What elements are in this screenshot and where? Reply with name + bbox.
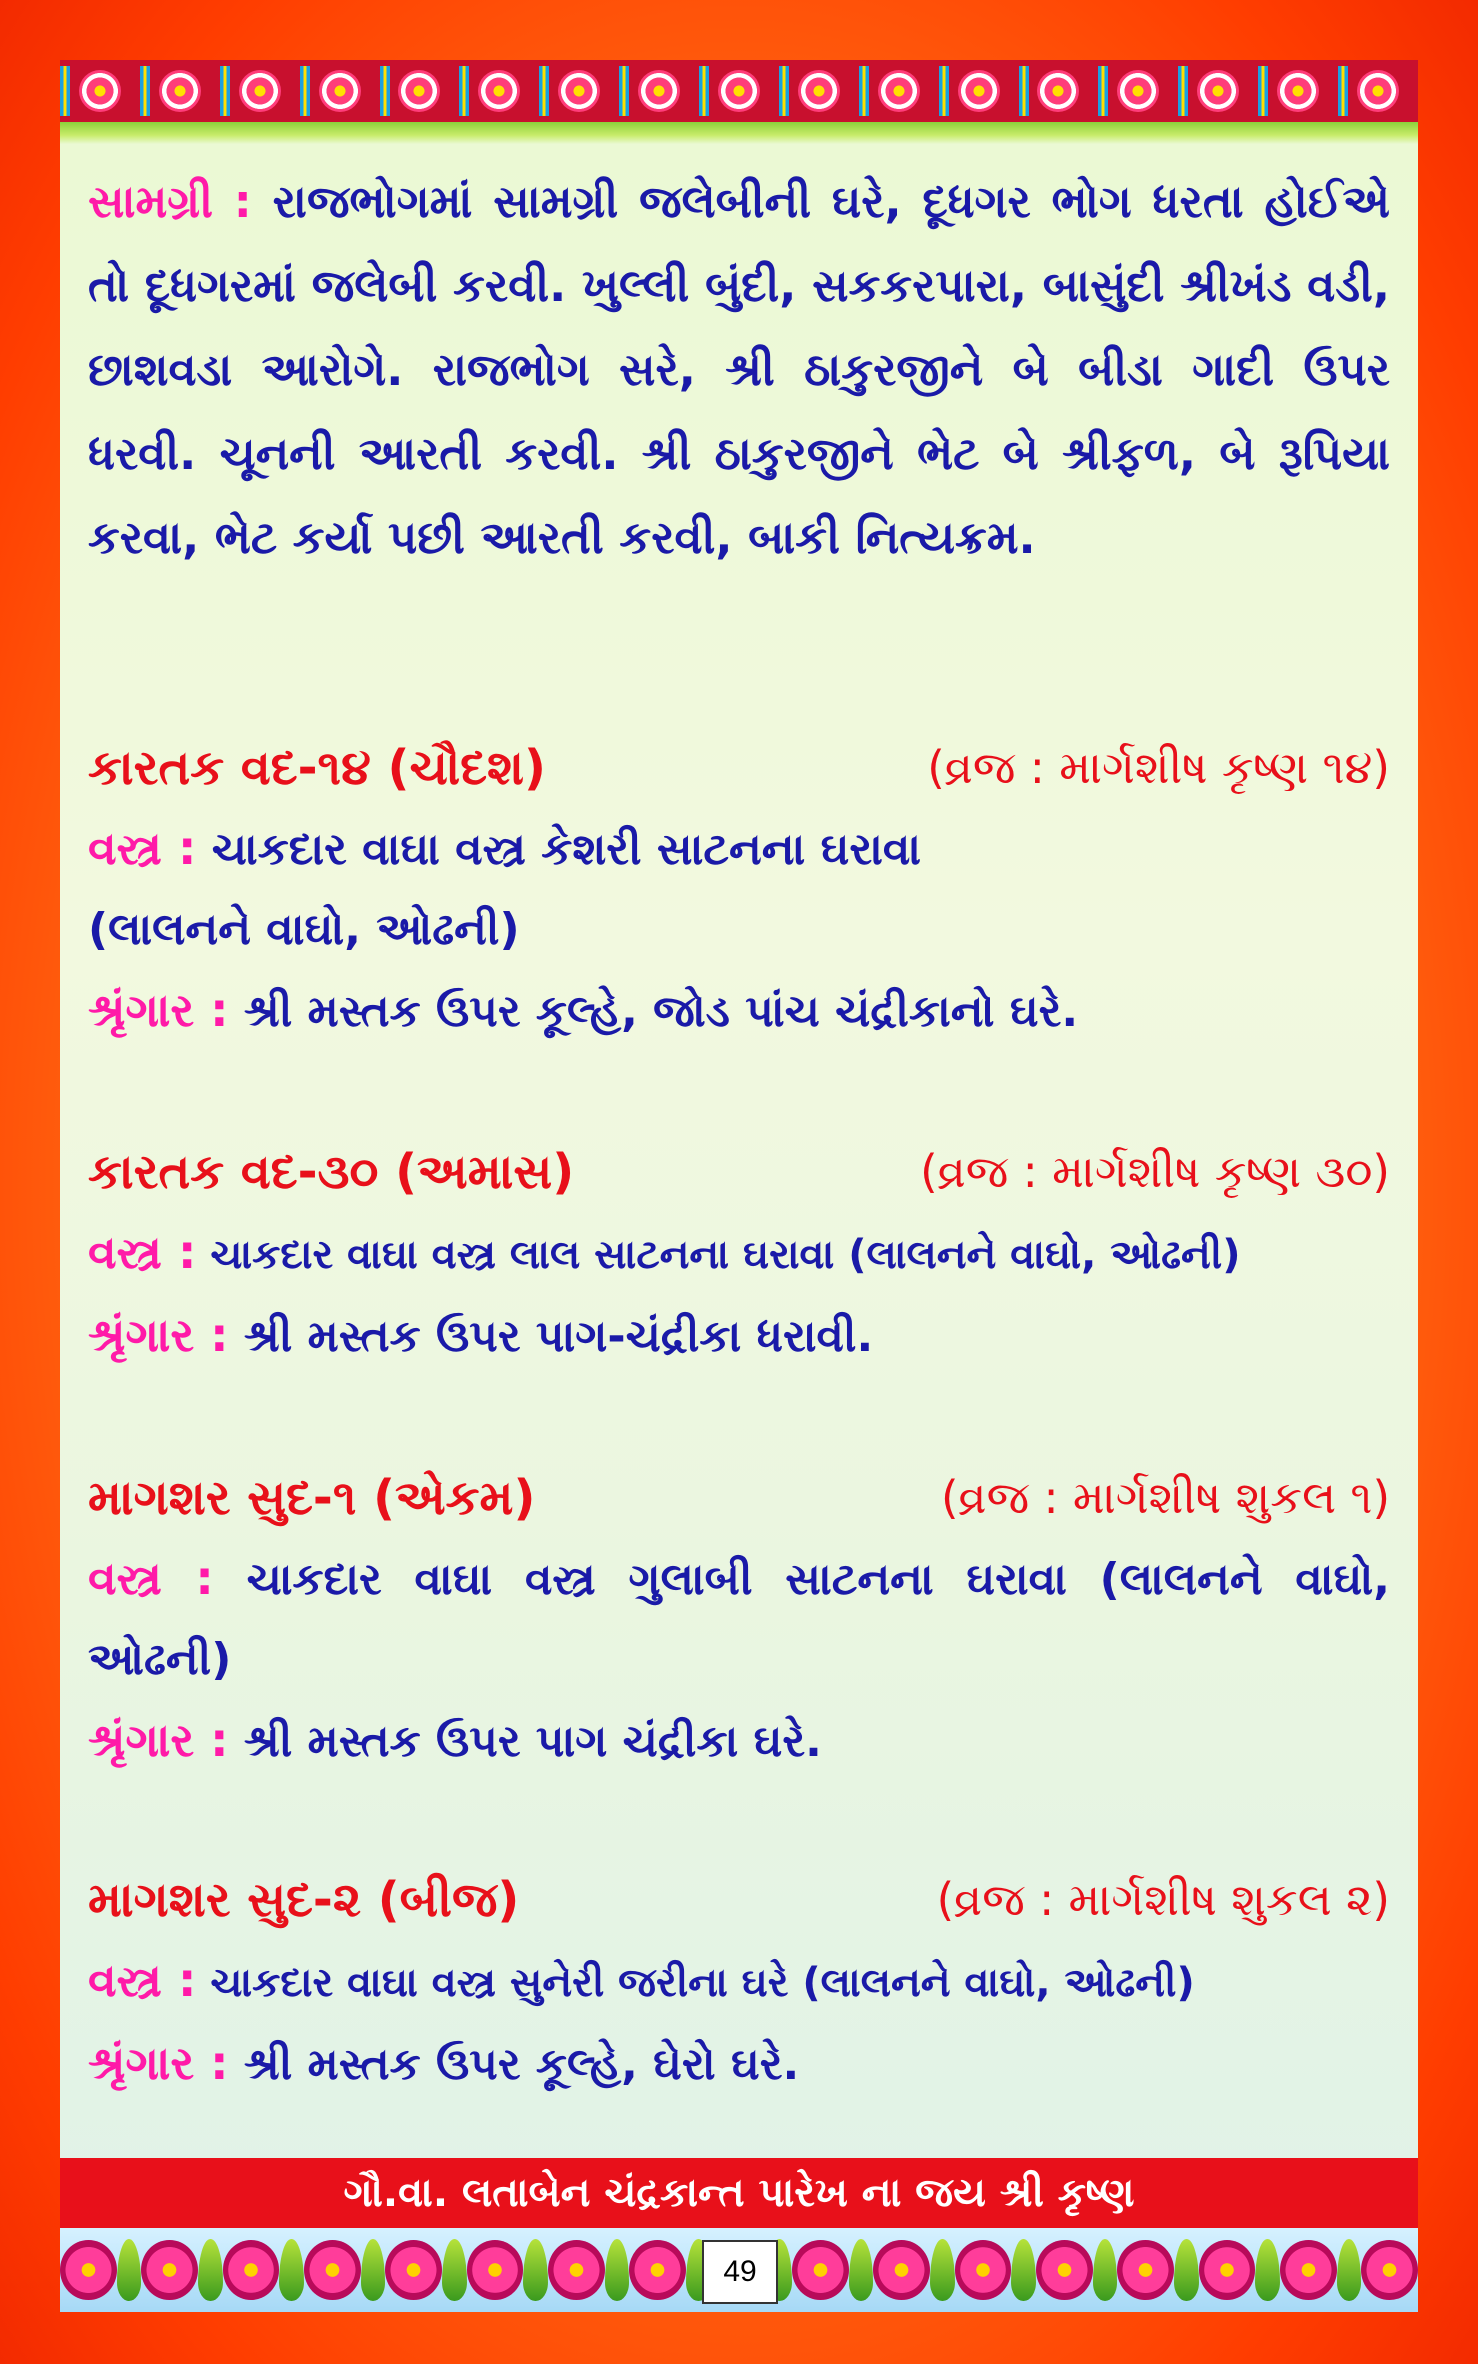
shringar-line (88, 1295, 1390, 1377)
flower-icon (141, 2240, 198, 2300)
shringar-text: શ્રી મસ્તક ઉપર કૂલ્હે, જોડ પાંચ ચંદ્રીકાનો ઘરે. (228, 986, 1079, 1037)
vastra-label: વસ્ત્ર : (88, 821, 197, 875)
leaf-icon (1337, 2239, 1362, 2301)
vastra-text: ચાકદાર વાઘા વસ્ત્ર ગુલાબી સાટનના ઘરાવા (લાલનને વાઘો, ઓઢની) (88, 1554, 1390, 1685)
section-brij: (વ્રજ : માર્ગશીષ કૃષ્ણ ૧૪) (927, 741, 1390, 794)
vastra-text: ચાકદાર વાઘા વસ્ત્ર સુનેરી જરીના ઘરે (લાલનને વાઘો, ઓઢની) (196, 1960, 1195, 2006)
shringar-text: શ્રી મસ્તક ઉપર પાગ ચંદ્રીકા ઘરે. (228, 1716, 822, 1767)
flower-icon (792, 2240, 849, 2300)
section-brij: (વ્રજ : માર્ગશીષ શુકલ ૨) (936, 1873, 1390, 1926)
leaf-icon (361, 2239, 386, 2301)
section-title: માગશર સુદ-૨ (બીજ) (88, 1871, 520, 1928)
leaf-icon (198, 2239, 223, 2301)
section-heading (88, 1860, 1390, 1940)
leaf-icon (523, 2239, 548, 2301)
flower-icon (223, 2240, 280, 2300)
flower-icon (1019, 60, 1099, 122)
vastra-line-2: (લાલનને વાઘો, ઓઢની) (88, 904, 520, 955)
leaf-icon (1093, 2239, 1118, 2301)
vastra-label: વસ્ત્ર : (88, 1551, 214, 1605)
section-kartak-vad-14 (88, 728, 1390, 1052)
flower-icon (939, 60, 1019, 122)
flower-icon (1117, 2240, 1174, 2300)
section-title: માગશર સુદ-૧ (એકમ) (88, 1469, 536, 1526)
flower-icon (873, 2240, 930, 2300)
shringar-text: શ્રી મસ્તક ઉપર પાગ-ચંદ્રીકા ધરાવી. (228, 1311, 874, 1362)
page-panel (60, 60, 1418, 2242)
flower-icon (1338, 60, 1418, 122)
flower-icon (548, 2240, 605, 2300)
flower-icon (467, 2240, 524, 2300)
samagri-label: સામગ્રી : (88, 175, 252, 228)
leaf-icon (1011, 2239, 1036, 2301)
flower-icon (380, 60, 460, 122)
leaf-icon (849, 2239, 874, 2301)
vastra-label: વસ્ત્ર : (88, 1225, 197, 1279)
shringar-label: શ્રૃંગાર : (88, 2036, 229, 2090)
shringar-line (88, 1700, 1390, 1782)
top-flower-border (60, 60, 1418, 122)
vastra-line (88, 1212, 1390, 1295)
flower-icon (1280, 2240, 1337, 2300)
flower-icon (220, 60, 300, 122)
leaf-icon (279, 2239, 304, 2301)
flower-icon (385, 2240, 442, 2300)
leaf-icon (1174, 2239, 1199, 2301)
flower-icon (779, 60, 859, 122)
leaf-icon (930, 2239, 955, 2301)
section-title: કારતક વદ-૩૦ (અમાસ) (88, 1143, 575, 1200)
section-magshar-sud-2 (88, 1860, 1390, 2105)
page-number: 49 (702, 2240, 778, 2304)
vastra-text: ચાકદાર વાઘા વસ્ત્ર લાલ સાટનના ઘરાવા (લાલનને વાઘો, ઓઢની) (196, 1232, 1241, 1278)
section-brij: (વ્રજ : માર્ગશીષ કૃષ્ણ ૩૦) (920, 1145, 1390, 1198)
flower-icon (1036, 2240, 1093, 2300)
flower-icon (60, 60, 140, 122)
section-kartak-vad-30 (88, 1132, 1390, 1377)
vastra-text: ચાકદાર વાઘા વસ્ત્ર કેશરી સાટનના ઘરાવા (196, 824, 922, 875)
flower-icon (1178, 60, 1258, 122)
flower-icon (1258, 60, 1338, 122)
flower-icon (60, 2240, 117, 2300)
vastra-line (88, 1940, 1390, 2023)
intro-text: રાજભોગમાં સામગ્રી જલેબીની ઘરે, દૂધગર ભોગ ધરતા હોઈએ તો દૂધગરમાં જલેબી કરવી. ખુલ્લી બુંદી, સકકરપારા, બાસુંદી શ્રીખંડ વડી, છાશવડા આરોગે. રાજભોગ સરે, શ્રી ઠાકુરજીને બે બીડા ગાદી ઉપર ધરવી. ચૂનની આરતી કરવી. શ્રી ઠાકુરજીને ભેટ બે શ્રીફળ, બે રૂપિયા કરવા, ભેટ કર્યા પછી આરતી કરવી, બાકી નિત્યક્રમ. (88, 175, 1390, 564)
intro-paragraph (88, 160, 1390, 580)
shringar-line (88, 2023, 1390, 2105)
flower-icon (304, 2240, 361, 2300)
leaf-icon (605, 2239, 630, 2301)
shringar-line (88, 970, 1390, 1052)
flower-icon (619, 60, 699, 122)
flower-icon (539, 60, 619, 122)
flower-icon (1098, 60, 1178, 122)
section-brij: (વ્રજ : માર્ગશીષ શુકલ ૧) (941, 1471, 1390, 1524)
flower-icon (955, 2240, 1012, 2300)
vastra-line (88, 808, 1390, 890)
shringar-label: શ્રૃંગાર : (88, 1713, 229, 1767)
section-heading (88, 1458, 1390, 1538)
vastra-label: વસ્ત્ર : (88, 1953, 197, 2007)
flower-icon (859, 60, 939, 122)
shringar-label: શ્રૃંગાર : (88, 983, 229, 1037)
flower-icon (629, 2240, 686, 2300)
section-magshar-sud-1 (88, 1458, 1390, 1782)
shringar-text: શ્રી મસ્તક ઉપર કૂલ્હે, ઘેરો ઘરે. (228, 2039, 800, 2090)
green-strip (60, 122, 1418, 144)
section-title: કારતક વદ-૧૪ (ચૌદશ) (88, 739, 546, 796)
vastra-line (88, 1538, 1390, 1700)
flower-icon (699, 60, 779, 122)
footer-dedication: ગૌ.વા. લતાબેન ચંદ્રકાન્ત પારેખ ના જય શ્રી કૃષ્ણ (60, 2158, 1418, 2228)
flower-icon (140, 60, 220, 122)
shringar-label: શ્રૃંગાર : (88, 1308, 229, 1362)
section-heading (88, 1132, 1390, 1212)
leaf-icon (442, 2239, 467, 2301)
leaf-icon (1255, 2239, 1280, 2301)
flower-icon (1199, 2240, 1256, 2300)
flower-icon (1361, 2240, 1418, 2300)
leaf-icon (117, 2239, 142, 2301)
section-heading (88, 728, 1390, 808)
intro-block (88, 160, 1390, 580)
flower-icon (459, 60, 539, 122)
flower-icon (300, 60, 380, 122)
